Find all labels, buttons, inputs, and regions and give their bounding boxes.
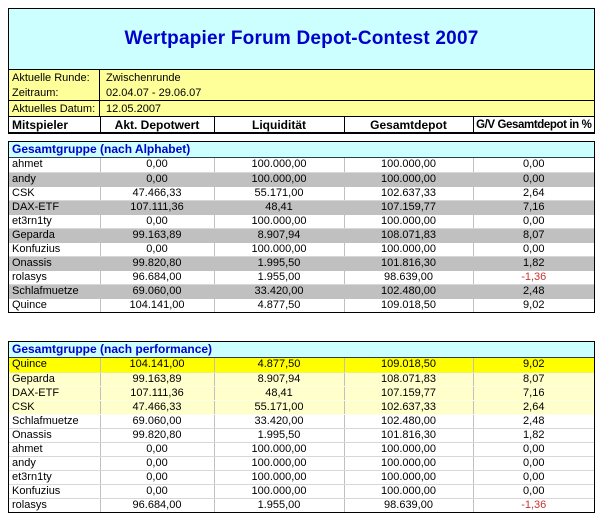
info-panel-date [8, 100, 595, 117]
depotwert-cell[interactable]: 69.060,00 [100, 414, 214, 428]
player-name-cell[interactable]: Onassis [9, 428, 100, 442]
liquiditaet-cell[interactable]: 55.171,00 [214, 186, 344, 200]
gesamtdepot-cell[interactable]: 100.000,00 [344, 242, 473, 256]
liquiditaet-cell[interactable]: 1.995,50 [214, 256, 344, 270]
player-name-cell[interactable]: et3rn1ty [9, 470, 100, 484]
gesamtdepot-cell[interactable]: 109.018,50 [344, 298, 473, 312]
gesamtdepot-cell[interactable]: 101.816,30 [344, 428, 473, 442]
gesamtdepot-cell[interactable]: 100.000,00 [344, 484, 473, 498]
depotwert-cell[interactable]: 0,00 [100, 442, 214, 456]
liquiditaet-cell[interactable]: 8.907,94 [214, 228, 344, 242]
liquiditaet-cell[interactable]: 100.000,00 [214, 442, 344, 456]
depotwert-cell[interactable]: 107.111,36 [100, 200, 214, 214]
gv-cell[interactable]: 0,00 [473, 484, 594, 498]
gv-cell[interactable]: 2,64 [473, 400, 594, 414]
table-row [9, 270, 594, 284]
depotwert-cell[interactable]: 0,00 [100, 484, 214, 498]
player-name-cell[interactable]: ahmet [9, 158, 100, 172]
gv-cell[interactable]: -1,36 [473, 498, 594, 512]
section-performance [8, 341, 595, 513]
period-value[interactable]: 02.04.07 - 29.06.07 [106, 86, 202, 99]
depotwert-cell[interactable]: 0,00 [100, 470, 214, 484]
player-name-cell[interactable]: Schlafmuetze [9, 284, 100, 298]
gesamtdepot-cell[interactable]: 100.000,00 [344, 214, 473, 228]
date-label: Aktuelles Datum: [9, 101, 100, 116]
column-header-row [8, 116, 595, 134]
table-row [9, 256, 594, 270]
info-row-runde [9, 70, 594, 85]
gv-cell[interactable]: 0,00 [473, 456, 594, 470]
gesamtdepot-cell[interactable]: 100.000,00 [344, 456, 473, 470]
gesamtdepot-cell[interactable]: 100.000,00 [344, 172, 473, 186]
player-name-cell[interactable]: Geparda [9, 228, 100, 242]
depotwert-cell[interactable]: 47.466,33 [100, 400, 214, 414]
liquiditaet-cell[interactable]: 100.000,00 [214, 484, 344, 498]
player-name-cell[interactable]: rolasys [9, 270, 100, 284]
gv-cell[interactable]: 0,00 [473, 242, 594, 256]
gv-cell[interactable]: 0,00 [473, 442, 594, 456]
gv-cell[interactable]: 9,02 [473, 358, 594, 372]
player-name-cell[interactable]: et3rn1ty [9, 214, 100, 228]
table-row [9, 386, 594, 400]
round-label: Aktuelle Runde: [9, 70, 100, 85]
depotwert-cell[interactable]: 96.684,00 [100, 270, 214, 284]
gesamtdepot-cell[interactable]: 107.159,77 [344, 386, 473, 400]
player-name-cell[interactable]: Onassis [9, 256, 100, 270]
table-row [9, 284, 594, 298]
page-title: Wertpapier Forum Depot-Contest 2007 [124, 28, 479, 49]
table-row [9, 158, 594, 172]
gv-cell[interactable]: -1,36 [473, 270, 594, 284]
depotwert-cell[interactable]: 107.111,36 [100, 386, 214, 400]
depotwert-cell[interactable]: 0,00 [100, 214, 214, 228]
table-row [9, 358, 594, 372]
gesamtdepot-cell[interactable]: 98.639,00 [344, 498, 473, 512]
table-row [9, 372, 594, 386]
gv-cell[interactable]: 7,16 [473, 200, 594, 214]
depotwert-cell[interactable]: 99.163,89 [100, 372, 214, 386]
gv-cell[interactable]: 0,00 [473, 158, 594, 172]
player-name-cell[interactable]: Geparda [9, 372, 100, 386]
depotwert-cell[interactable]: 99.820,80 [100, 428, 214, 442]
gesamtdepot-cell[interactable]: 108.071,83 [344, 372, 473, 386]
table-row [9, 172, 594, 186]
date-value[interactable]: 12.05.2007 [106, 102, 162, 115]
player-name-cell[interactable]: CSK [9, 186, 100, 200]
player-name-cell[interactable]: andy [9, 456, 100, 470]
gesamtdepot-cell[interactable]: 100.000,00 [344, 158, 473, 172]
liquiditaet-cell[interactable]: 1.955,00 [214, 270, 344, 284]
player-name-cell[interactable]: DAX-ETF [9, 200, 100, 214]
table-row [9, 414, 594, 428]
table-row [9, 228, 594, 242]
column-header-mitspieler: Mitspieler [9, 117, 100, 132]
depotwert-cell[interactable]: 96.684,00 [100, 498, 214, 512]
section-alphabet [8, 141, 595, 313]
info-row-zeitraum [9, 85, 594, 100]
liquiditaet-cell[interactable]: 48,41 [214, 386, 344, 400]
gv-cell[interactable]: 2,48 [473, 284, 594, 298]
gesamtdepot-cell[interactable]: 101.816,30 [344, 256, 473, 270]
column-header-gesamtdepot: Gesamtdepot [344, 117, 473, 132]
gesamtdepot-cell[interactable]: 100.000,00 [344, 442, 473, 456]
round-value[interactable]: Zwischenrunde [106, 71, 181, 84]
period-label: Zeitraum: [9, 85, 100, 100]
column-header-depotwert: Akt. Depotwert [100, 117, 214, 132]
gv-cell[interactable]: 0,00 [473, 470, 594, 484]
player-name-cell[interactable]: Quince [9, 298, 100, 312]
depotwert-cell[interactable]: 0,00 [100, 158, 214, 172]
depotwert-cell[interactable]: 104.141,00 [100, 298, 214, 312]
liquiditaet-cell[interactable]: 33.420,00 [214, 284, 344, 298]
section-performance-title: Gesamtgruppe (nach performance) [9, 342, 594, 358]
gesamtdepot-cell[interactable]: 109.018,50 [344, 358, 473, 372]
section-alphabet-title: Gesamtgruppe (nach Alphabet) [9, 142, 594, 158]
gv-cell[interactable]: 8,07 [473, 228, 594, 242]
info-row-datum [9, 101, 594, 116]
alphabet-table [9, 158, 594, 312]
column-header-gv: G/V Gesamtdepot in % [476, 118, 592, 131]
depotwert-cell[interactable]: 69.060,00 [100, 284, 214, 298]
table-row [9, 442, 594, 456]
liquiditaet-cell[interactable]: 100.000,00 [214, 470, 344, 484]
liquiditaet-cell[interactable]: 100.000,00 [214, 456, 344, 470]
table-row [9, 186, 594, 200]
player-name-cell[interactable]: Quince [9, 358, 100, 372]
gesamtdepot-cell[interactable]: 102.480,00 [344, 284, 473, 298]
liquiditaet-cell[interactable]: 100.000,00 [214, 172, 344, 186]
gv-cell[interactable]: 9,02 [473, 298, 594, 312]
gesamtdepot-cell[interactable]: 100.000,00 [344, 470, 473, 484]
liquiditaet-cell[interactable]: 100.000,00 [214, 214, 344, 228]
gv-cell[interactable]: 8,07 [473, 372, 594, 386]
depotwert-cell[interactable]: 99.163,89 [100, 228, 214, 242]
liquiditaet-cell[interactable]: 33.420,00 [214, 414, 344, 428]
player-name-cell[interactable]: andy [9, 172, 100, 186]
info-panel-round [8, 69, 595, 101]
gv-cell[interactable]: 0,00 [473, 172, 594, 186]
gesamtdepot-cell[interactable]: 102.637,33 [344, 400, 473, 414]
player-name-cell[interactable]: Schlafmuetze [9, 414, 100, 428]
table-row [9, 298, 594, 312]
liquiditaet-cell[interactable]: 100.000,00 [214, 242, 344, 256]
player-name-cell[interactable]: DAX-ETF [9, 386, 100, 400]
gv-cell[interactable]: 2,64 [473, 186, 594, 200]
gesamtdepot-cell[interactable]: 108.071,83 [344, 228, 473, 242]
liquiditaet-cell[interactable]: 55.171,00 [214, 400, 344, 414]
column-header-table [9, 117, 594, 132]
player-name-cell[interactable]: rolasys [9, 498, 100, 512]
column-header-liquiditaet: Liquidität [214, 117, 344, 132]
gv-cell[interactable]: 1,82 [473, 256, 594, 270]
table-row [9, 484, 594, 498]
table-row [9, 428, 594, 442]
gv-cell[interactable]: 7,16 [473, 386, 594, 400]
gesamtdepot-cell[interactable]: 98.639,00 [344, 270, 473, 284]
gv-cell[interactable]: 2,48 [473, 414, 594, 428]
liquiditaet-cell[interactable]: 100.000,00 [214, 158, 344, 172]
performance-table [9, 358, 594, 512]
player-name-cell[interactable]: Konfuzius [9, 242, 100, 256]
liquiditaet-cell[interactable]: 48,41 [214, 200, 344, 214]
liquiditaet-cell[interactable]: 8.907,94 [214, 372, 344, 386]
liquiditaet-cell[interactable]: 4.877,50 [214, 358, 344, 372]
player-name-cell[interactable]: Konfuzius [9, 484, 100, 498]
table-row [9, 400, 594, 414]
gesamtdepot-cell[interactable]: 102.637,33 [344, 186, 473, 200]
gesamtdepot-cell[interactable]: 107.159,77 [344, 200, 473, 214]
table-row [9, 242, 594, 256]
table-row [9, 200, 594, 214]
depotwert-cell[interactable]: 0,00 [100, 456, 214, 470]
gv-cell[interactable]: 0,00 [473, 214, 594, 228]
player-name-cell[interactable]: ahmet [9, 442, 100, 456]
player-name-cell[interactable]: CSK [9, 400, 100, 414]
table-row [9, 470, 594, 484]
depotwert-cell[interactable]: 104.141,00 [100, 358, 214, 372]
gesamtdepot-cell[interactable]: 102.480,00 [344, 414, 473, 428]
depotwert-cell[interactable]: 47.466,33 [100, 186, 214, 200]
liquiditaet-cell[interactable]: 4.877,50 [214, 298, 344, 312]
depotwert-cell[interactable]: 0,00 [100, 242, 214, 256]
gv-cell[interactable]: 1,82 [473, 428, 594, 442]
liquiditaet-cell[interactable]: 1.955,00 [214, 498, 344, 512]
table-row [9, 456, 594, 470]
depotwert-cell[interactable]: 0,00 [100, 172, 214, 186]
liquiditaet-cell[interactable]: 1.995,50 [214, 428, 344, 442]
depotwert-cell[interactable]: 99.820,80 [100, 256, 214, 270]
table-row [9, 214, 594, 228]
table-row [9, 498, 594, 512]
title-banner [8, 8, 595, 70]
